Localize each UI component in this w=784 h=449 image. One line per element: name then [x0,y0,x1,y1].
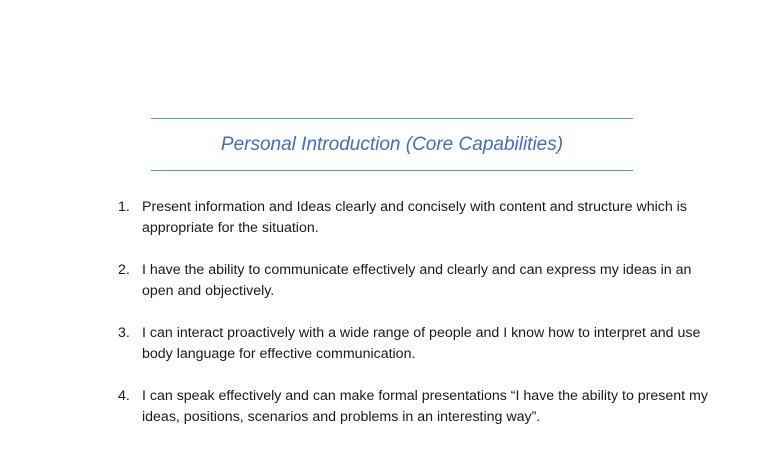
document-title: Personal Introduction (Core Capabilities) [220,134,564,155]
list-item-text: I can interact proactively with a wide range of people and I know how to interpret and use body language for effective communication. [142,325,701,362]
capabilities-list [118,197,718,449]
list-item-number: 1. [118,199,130,215]
list-item-number: 2. [118,262,130,278]
list-item [118,386,718,428]
list-item-number: 3. [118,325,130,341]
title-bottom-rule [151,170,633,171]
list-item [118,323,718,365]
title-top-rule [151,118,633,119]
list-item-text: I can speak effectively and can make formal presentations “I have the ability to present my ideas, positions, scenarios and problems in an interesting way”. [142,388,708,425]
list-item-number: 4. [118,388,130,404]
list-item-text: Present information and Ideas clearly and concisely with content and structure which is appropriate for the situation. [142,199,687,236]
list-item-text: I have the ability to communicate effectively and clearly and can express my ideas in an open and objectively. [142,262,692,299]
list-item [118,197,718,239]
list-item [118,260,718,302]
